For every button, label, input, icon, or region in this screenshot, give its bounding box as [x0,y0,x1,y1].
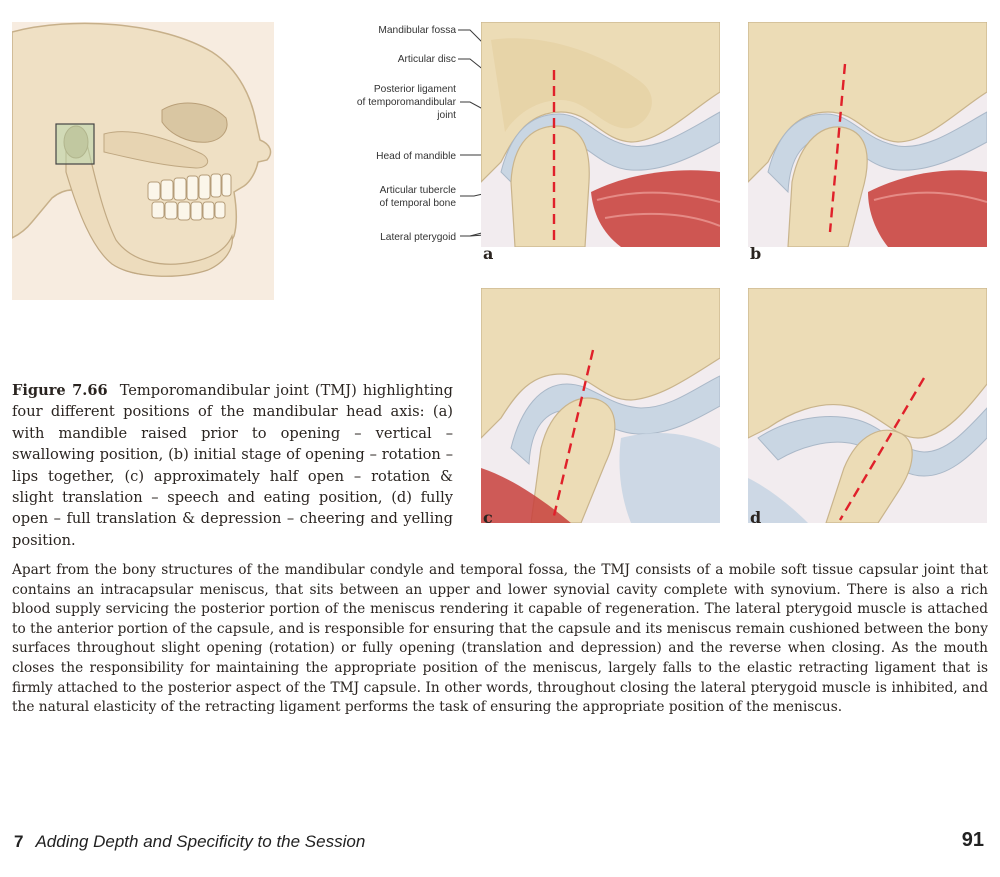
skull-illustration [12,22,274,300]
label-lateral-pterygoid: Lateral pterygoid [380,232,456,243]
figure-number: Figure 7.66 [12,382,108,399]
label-posterior-ligament: Posterior ligament [373,84,456,95]
label-articular-disc: Articular disc [397,54,456,65]
caption-text: Temporomandibular joint (TMJ) highlighting four different positions of the mandibular head axis: (a) with mandible raised prior to opening – vertical – swallowing position, (b) initial stage of opening – rotation – lips together, (c) approximately half open – rotation & slight translation – speech and eating position, (d) fully open – full translation & depression – cheering and yelling position. [12,382,453,549]
tmj-panel-c [481,288,720,523]
panel-label-d: d [750,508,762,527]
running-footer [14,832,365,852]
figure-labels [300,18,460,250]
label-head-of-mandible: Head of mandible [376,151,456,162]
label-posterior-ligament: of temporomandibular [356,97,456,108]
label-articular-tubercle: Articular tubercle [379,185,456,196]
tmj-panel-d [748,288,987,523]
body-paragraph: Apart from the bony structures of the mandibular condyle and temporal fossa, the TMJ consists of a mobile soft tissue capsular joint that contains an intracapsular meniscus, that sits between an upper and lower synovial cavity complete with synovium. There is also a rich blood supply servicing the posterior portion of the meniscus rendering it capable of regeneration. The lateral pterygoid muscle is attached to the anterior portion of the capsule, and is responsible for ensuring that the capsule and its meniscus remain cushioned between the bony surfaces throughout slight opening (rotation) or fully opening (translation and depression) and the reverse when closing. As the mouth closes the responsibility for maintaining the appropriate position of the meniscus, largely falls to the elastic retracting ligament that is firmly attached to the posterior aspect of the TMJ capsule. In other words, throughout closing the lateral pterygoid muscle is inhibited, and the natural elasticity of the retracting ligament performs the task of ensuring the appropriate position of the meniscus. [12,562,988,716]
chapter-number: 7 [14,832,24,851]
figure-caption [12,380,453,551]
label-mandibular-fossa: Mandibular fossa [378,25,456,36]
panel-label-c: c [483,508,493,527]
tmj-panel-b [748,22,987,247]
chapter-title: Adding Depth and Specificity to the Session [35,832,366,851]
label-articular-tubercle: of temporal bone [379,198,456,209]
panel-label-a: a [483,244,494,263]
label-posterior-ligament: joint [437,110,456,121]
panel-label-b: b [750,244,762,263]
page-number: 91 [961,829,984,851]
tmj-panel-a [481,22,720,247]
